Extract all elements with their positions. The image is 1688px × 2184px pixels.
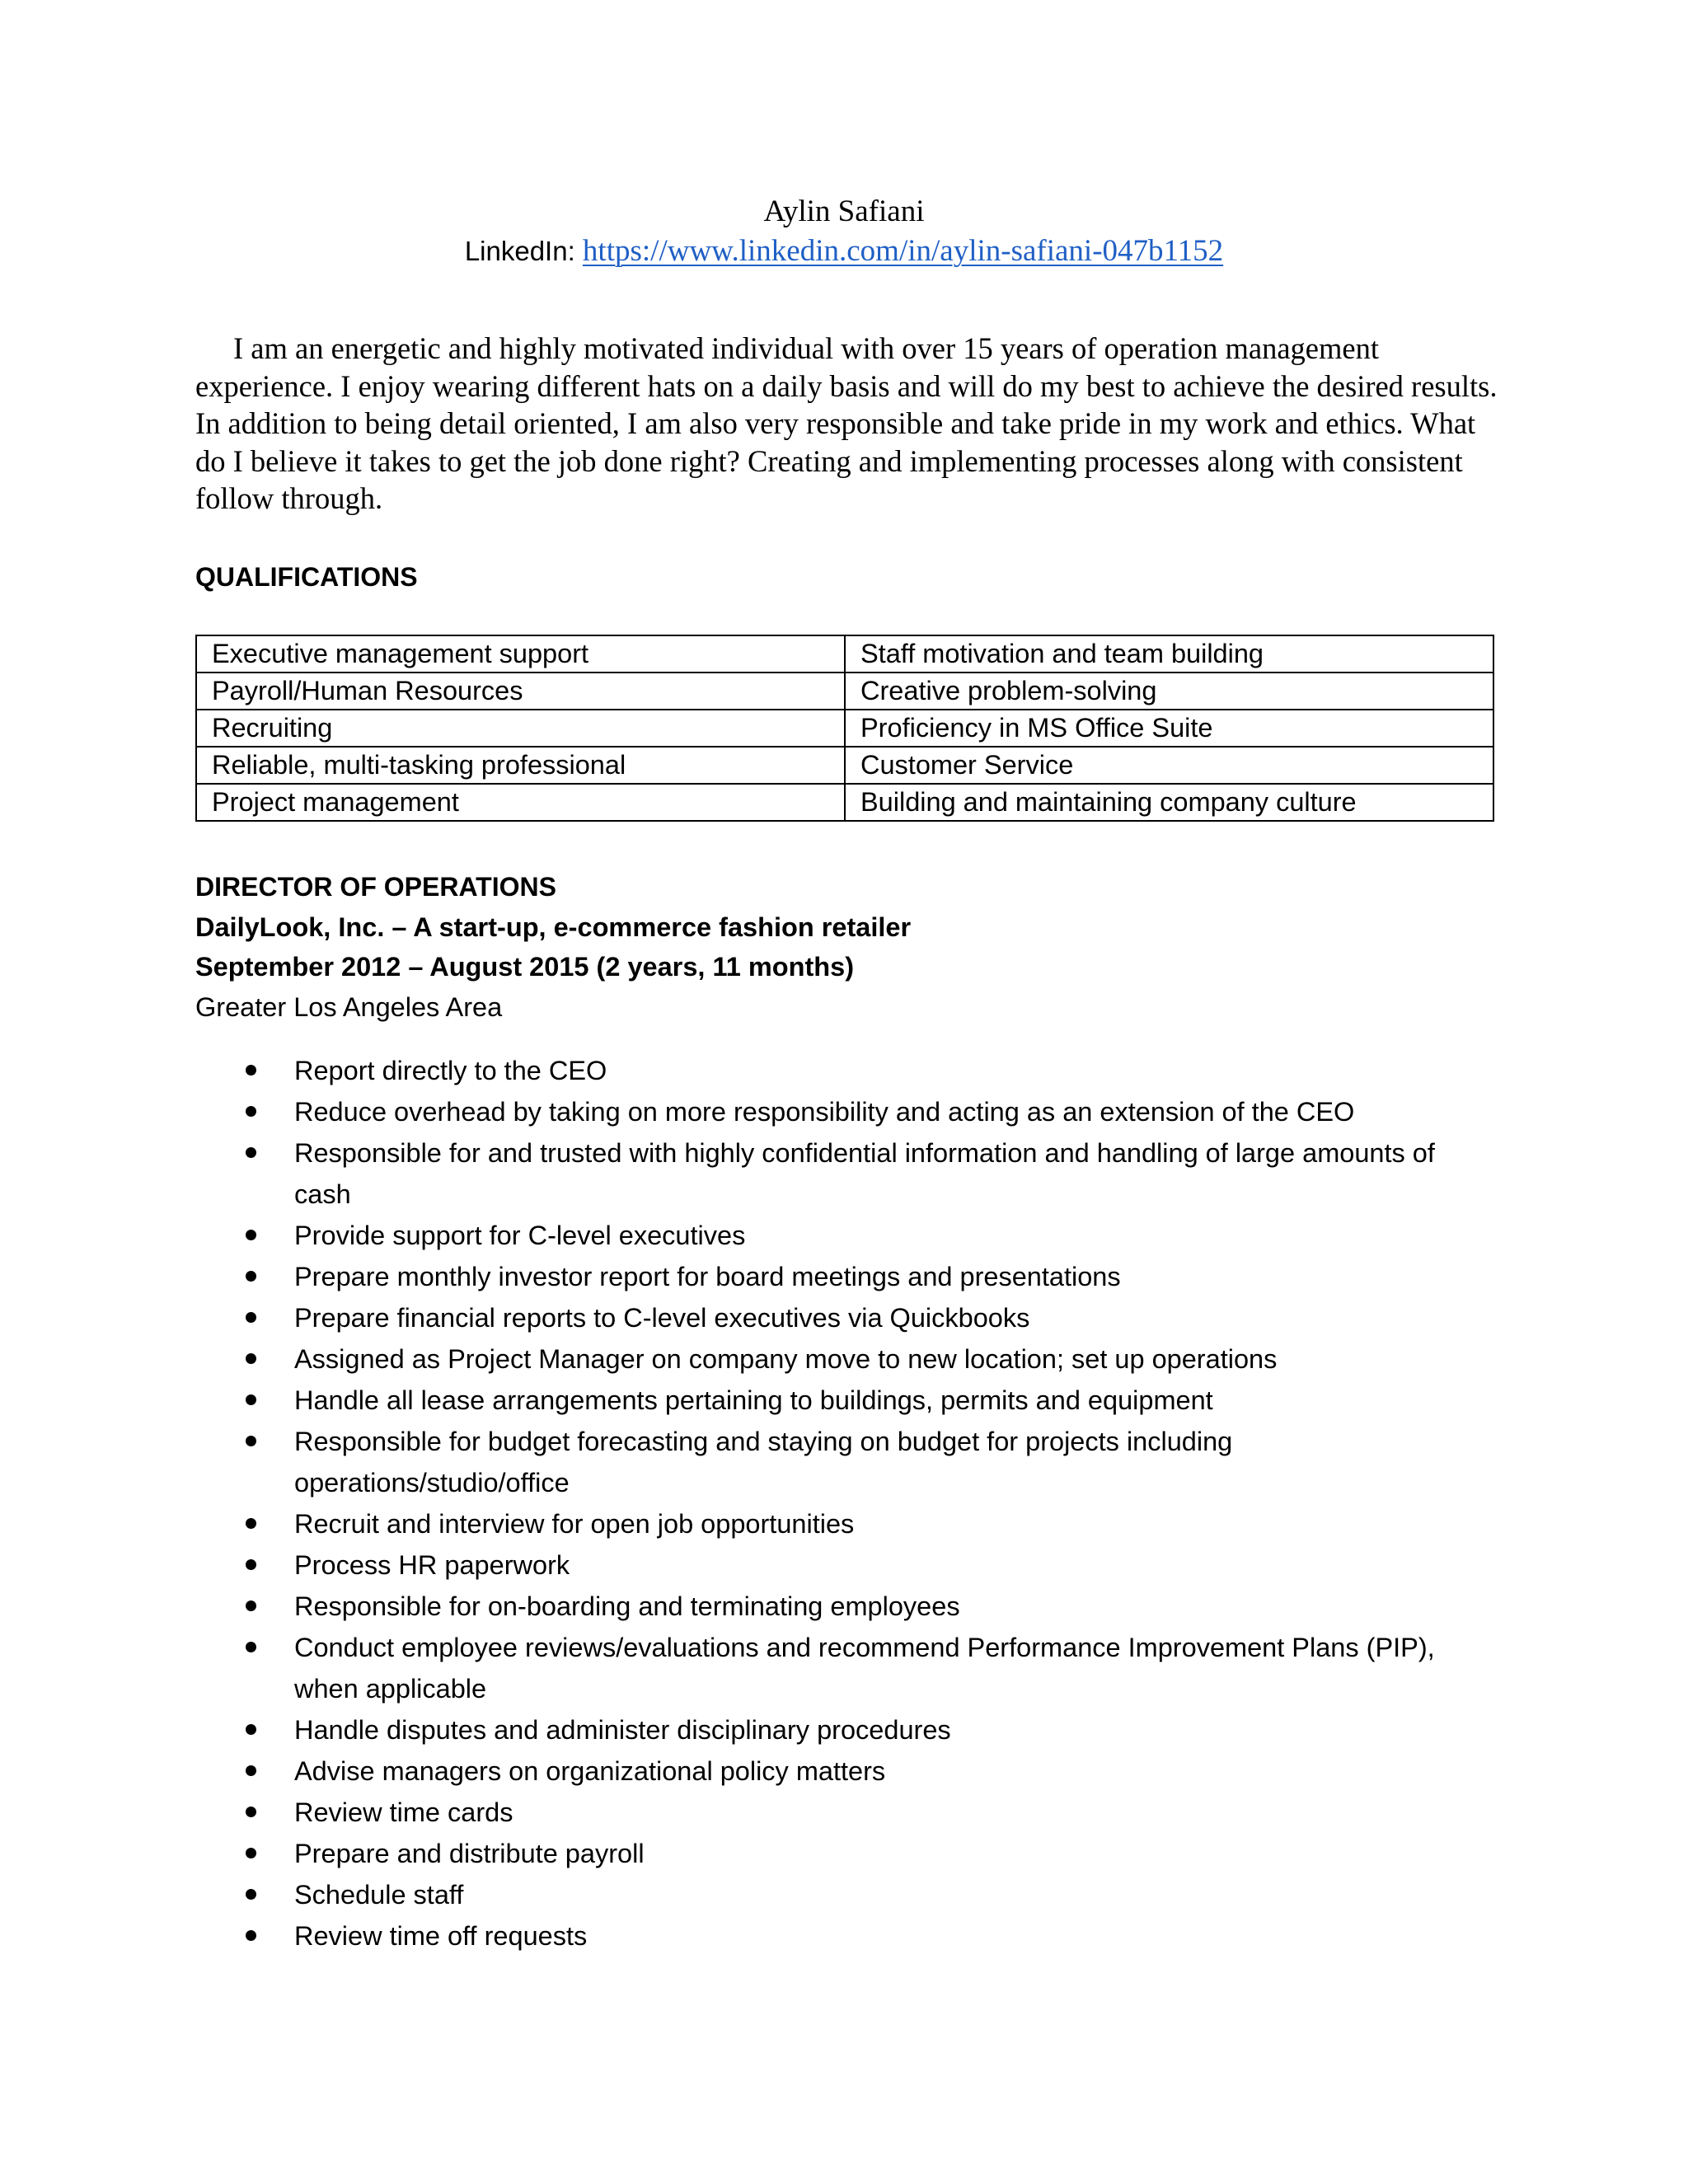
list-item: Schedule staff [0, 1874, 1688, 1915]
list-item: Responsible for on-boarding and terminating employees [0, 1586, 1688, 1627]
table-cell: Customer Service [845, 747, 1493, 784]
table-cell: Staff motivation and team building [845, 635, 1493, 673]
table-row [196, 747, 1493, 784]
job-location: Greater Los Angeles Area [195, 992, 503, 1022]
table-cell: Proficiency in MS Office Suite [845, 710, 1493, 747]
bullet-icon [246, 1889, 256, 1900]
list-item: Recruit and interview for open job opportunities [0, 1503, 1688, 1544]
list-item: Handle all lease arrangements pertaining to buildings, permits and equipment [0, 1380, 1688, 1421]
bullet-icon [246, 1312, 256, 1323]
list-item: Prepare monthly investor report for board meetings and presentations [0, 1256, 1688, 1297]
table-cell: Reliable, multi-tasking professional [196, 747, 845, 784]
bullet-icon [246, 1559, 256, 1570]
list-item: Prepare and distribute payroll [0, 1833, 1688, 1874]
bullet-icon [246, 1807, 256, 1817]
list-item: Review time cards [0, 1792, 1688, 1833]
bullet-icon [246, 1271, 256, 1282]
list-item: Reduce overhead by taking on more responsibility and acting as an extension of the CEO [0, 1091, 1688, 1132]
table-cell: Recruiting [196, 710, 845, 747]
bullet-icon [246, 1518, 256, 1529]
candidate-name: Aylin Safiani [763, 194, 925, 228]
linkedin-line [0, 231, 1688, 278]
bullet-icon [246, 1230, 256, 1240]
list-item: Handle disputes and administer disciplinary procedures [0, 1709, 1688, 1750]
responsibilities-list [0, 1050, 1688, 1957]
bullet-icon [246, 1930, 256, 1941]
job-dates: September 2012 – August 2015 (2 years, 11 months) [195, 952, 855, 982]
bullet-icon [246, 1436, 256, 1446]
linkedin-label: LinkedIn: [464, 236, 583, 266]
bullet-icon [246, 1065, 256, 1076]
qualifications-heading: QUALIFICATIONS [195, 562, 418, 592]
list-item: Responsible for budget forecasting and staying on budget for projects including operations/studio/office [0, 1421, 1688, 1503]
bullet-icon [246, 1106, 256, 1117]
table-cell: Payroll/Human Resources [196, 673, 845, 710]
list-item: Process HR paperwork [0, 1544, 1688, 1586]
bullet-icon [246, 1642, 256, 1652]
bullet-icon [246, 1848, 256, 1858]
list-item: Assigned as Project Manager on company move to new location; set up operations [0, 1338, 1688, 1380]
job-title: DIRECTOR OF OPERATIONS [195, 872, 556, 902]
bullet-icon [246, 1147, 256, 1158]
qualifications-table [195, 635, 1494, 822]
bullet-icon [246, 1724, 256, 1735]
bullet-icon [246, 1394, 256, 1405]
table-cell: Creative problem-solving [845, 673, 1493, 710]
linkedin-link[interactable]: https://www.linkedin.com/in/aylin-safiani-047b1152 [582, 234, 1224, 268]
list-item: Responsible for and trusted with highly confidential information and handling of large amounts of cash [0, 1132, 1688, 1215]
table-cell: Project management [196, 784, 845, 821]
table-row [196, 784, 1493, 821]
list-item: Report directly to the CEO [0, 1050, 1688, 1091]
table-row [196, 710, 1493, 747]
bullet-icon [246, 1353, 256, 1364]
bullet-icon [246, 1601, 256, 1611]
list-item: Conduct employee reviews/evaluations and recommend Performance Improvement Plans (PIP), when applicable [0, 1627, 1688, 1709]
list-item: Review time off requests [0, 1915, 1688, 1957]
list-item: Prepare financial reports to C-level executives via Quickbooks [0, 1297, 1688, 1338]
table-row [196, 635, 1493, 673]
summary-paragraph: I am an energetic and highly motivated individual with over 15 years of operation management experience. I enjoy wearing different hats on a daily basis and will do my best to achieve the desired results. In addition to being detail oriented, I am also very responsible and take pride in my work and ethics. What do I believe it takes to get the job done right? Creating and implementing processes along with consistent follow through. [195, 331, 1498, 515]
table-row [196, 673, 1493, 710]
bullet-icon [246, 1765, 256, 1776]
table-cell: Building and maintaining company culture [845, 784, 1493, 821]
list-item: Advise managers on organizational policy matters [0, 1750, 1688, 1792]
job-company: DailyLook, Inc. – A start-up, e-commerce fashion retailer [195, 912, 912, 942]
table-cell: Executive management support [196, 635, 845, 673]
list-item: Provide support for C-level executives [0, 1215, 1688, 1256]
